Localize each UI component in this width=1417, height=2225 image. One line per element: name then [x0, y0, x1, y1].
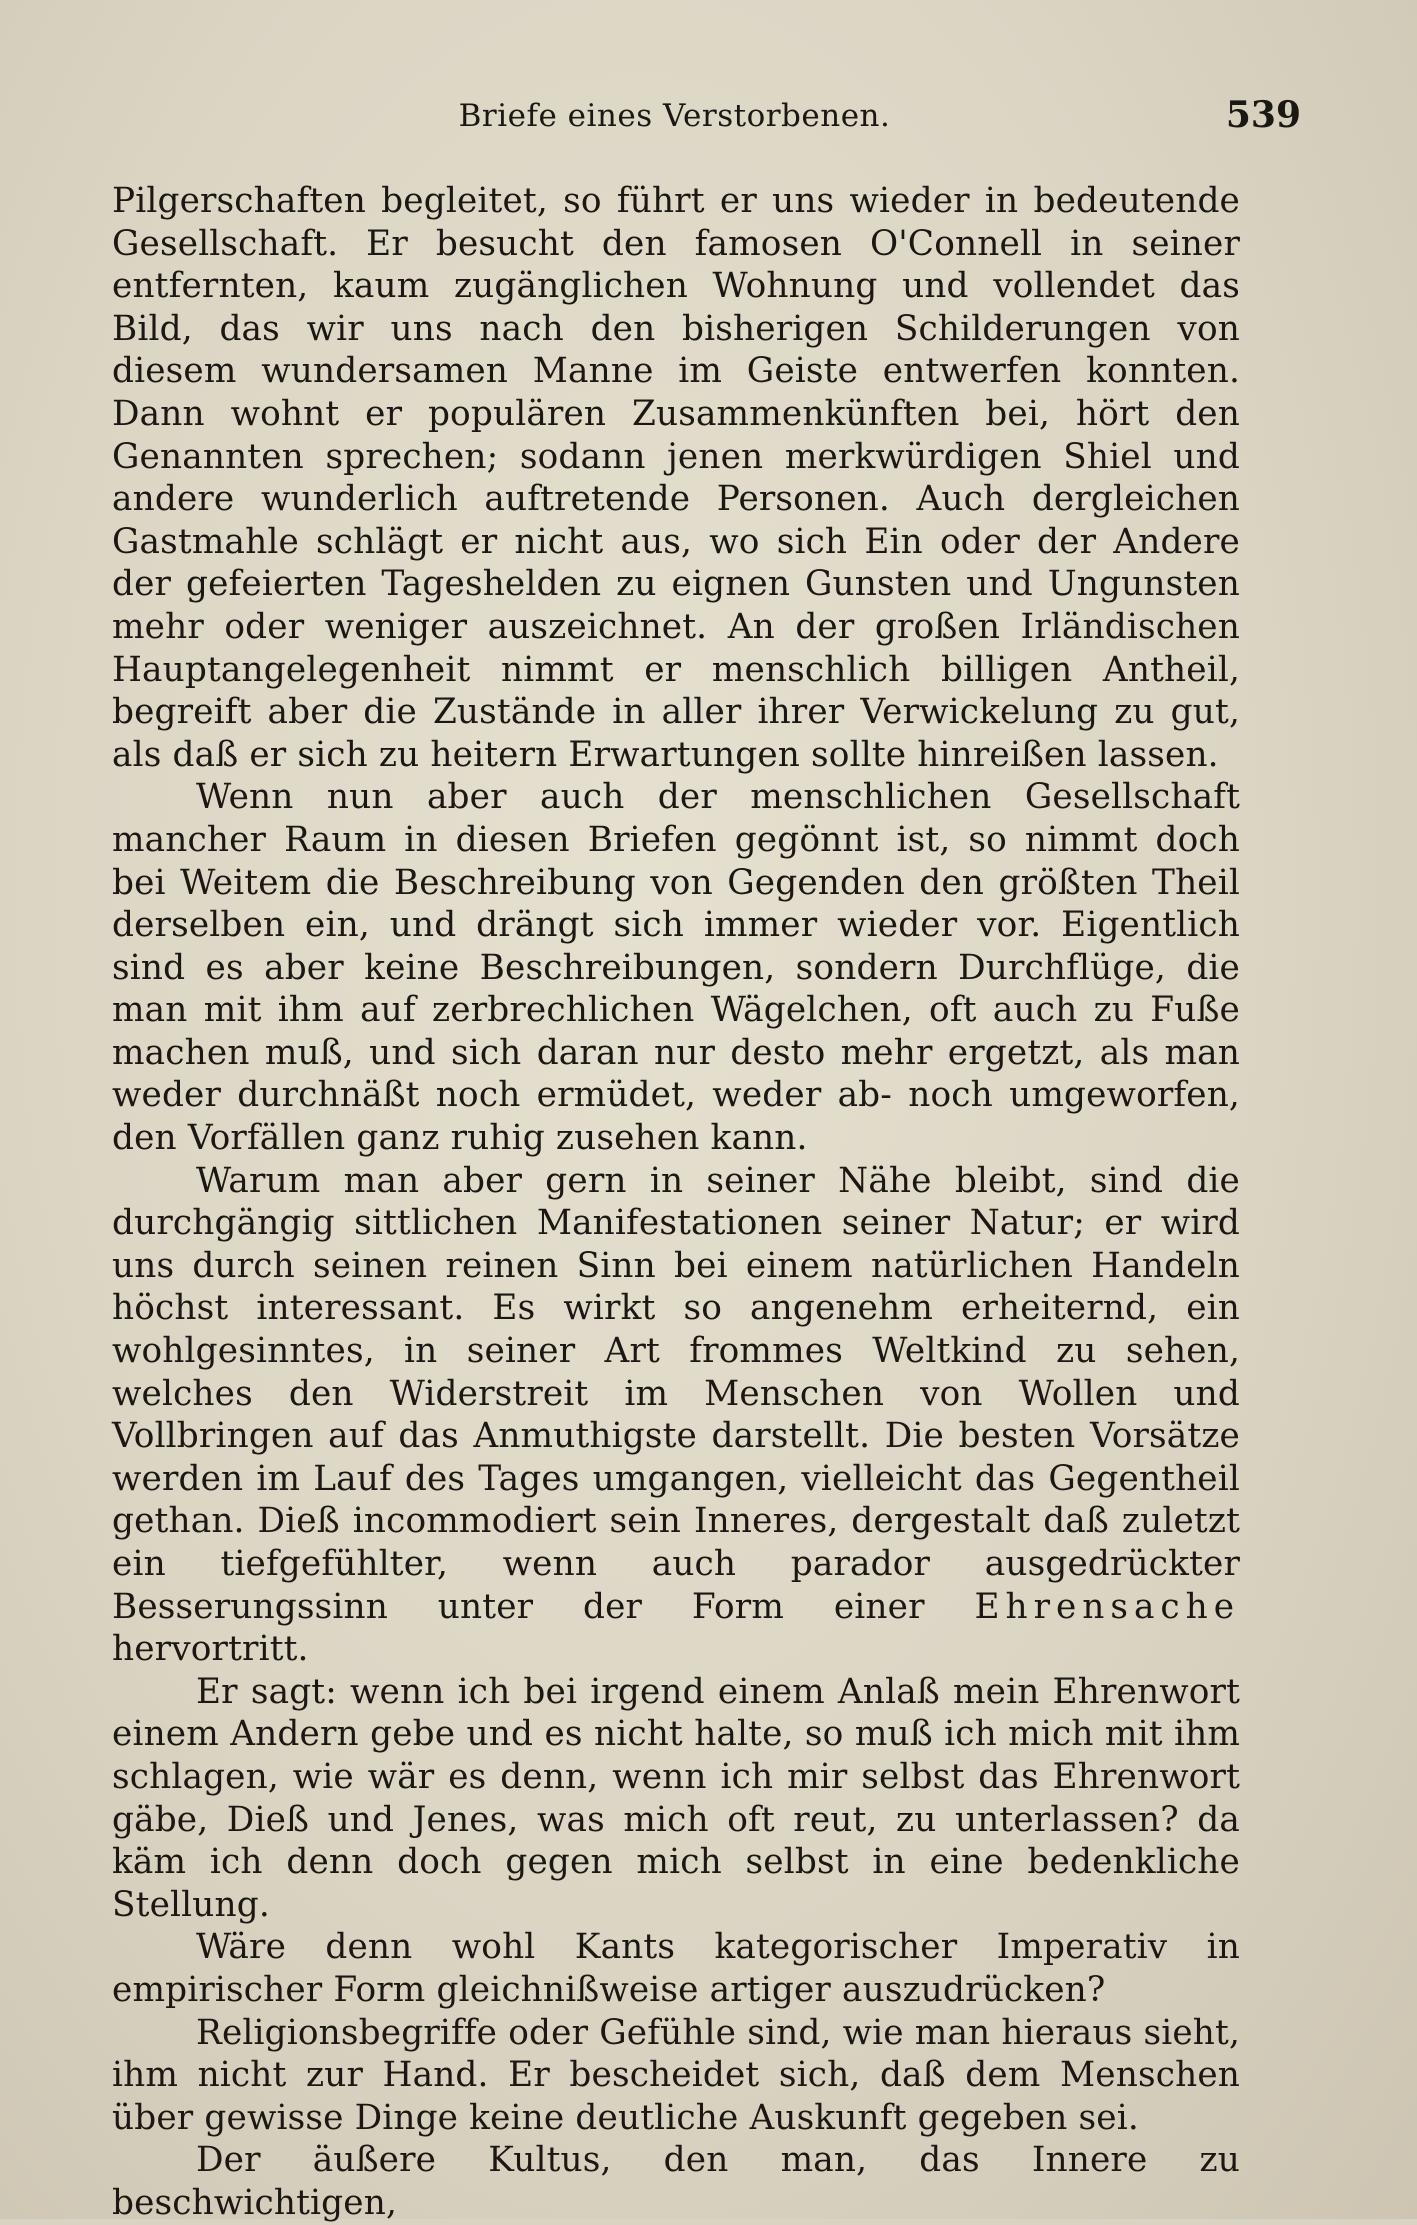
running-head: [112, 94, 1301, 148]
page-number: 539: [1225, 94, 1301, 136]
paragraph-3-text-before: Warum man aber gern in seiner Nähe bleibt, sind die durchgängig sittlichen Manifestationen seiner Natur; er wird uns durch seinen reinen Sinn bei einem natürlichen Handeln höchst interessant. Es wirkt so angenehm erheiternd, ein wohlgesinntes, in seiner Art frommes Weltkind zu sehen, welches den Widerstreit im Menschen von Wollen und Vollbringen auf das Anmuthigste darstellt. Die besten Vorsätze werden im Lauf des Tages umgangen, vielleicht das Gegentheil gethan. Dieß incommodiert sein Inneres, dergestalt daß zuletzt ein tiefgefühlter, wenn auch parador ausgedrückter Besserungssinn unter der Form einer: [112, 1160, 1240, 1627]
body-text: [112, 180, 1240, 2225]
paragraph-3-emphasis: Ehrensache: [974, 1586, 1240, 1627]
paragraph-3-text-after: hervortritt.: [112, 1629, 309, 1670]
paragraph-2: Wenn nun aber auch der menschlichen Gesellschaft mancher Raum in diesen Briefen gegönnt ist, so nimmt doch bei Weitem die Beschreibung von Gegenden den größten Theil derselben ein, und drängt sich immer wieder vor. Eigentlich sind es aber keine Beschreibungen, sondern Durchflüge, die man mit ihm auf zerbrechlichen Wägelchen, oft auch zu Fuße machen muß, und sich daran nur desto mehr ergetzt, als man weder durchnäßt noch ermüdet, weder ab- noch umgeworfen, den Vorfällen ganz ruhig zusehen kann.: [112, 777, 1240, 1159]
paragraph-4: Er sagt: wenn ich bei irgend einem Anlaß mein Ehrenwort einem Andern gebe und es nicht halte, so muß ich mich mit ihm schlagen, wie wär es denn, wenn ich mir selbst das Ehrenwort gäbe, Dieß und Jenes, was mich oft reut, zu unterlassen? da käm ich denn doch gegen mich selbst in eine bedenkliche Stellung.: [112, 1671, 1240, 1925]
paragraph-3: [112, 1160, 1240, 1671]
paragraph-1: Pilgerschaften begleitet, so führt er uns wieder in bedeutende Gesellschaft. Er besucht den famosen O'Connell in seiner entfernten, kaum zugänglichen Wohnung und vollendet das Bild, das wir uns nach den bisherigen Schilderungen von diesem wundersamen Manne im Geiste entwerfen konnten. Dann wohnt er populären Zusammenkünften bei, hört den Genannten sprechen; sodann jenen merkwürdigen Shiel und andere wunderlich auftretende Personen. Auch dergleichen Gastmahle schlägt er nicht aus, wo sich Ein oder der Andere der gefeierten Tageshelden zu eignen Gunsten und Ungunsten mehr oder weniger auszeichnet. An der großen Irländischen Hauptangelegenheit nimmt er menschlich billigen Antheil, begreift aber die Zustände in aller ihrer Verwickelung zu gut, als daß er sich zu heitern Erwartungen sollte hinreißen lassen.: [112, 181, 1240, 775]
paragraph-7: Der äußere Kultus, den man, das Innere zu beschwichtigen,: [112, 2140, 1240, 2223]
running-title: Briefe eines Verstorbenen.: [458, 98, 891, 134]
paragraph-5: Wäre denn wohl Kants kategorischer Imperativ in empirischer Form gleichnißweise artiger auszudrücken?: [112, 1927, 1240, 2010]
paragraph-6: Religionsbegriffe oder Gefühle sind, wie man hieraus sieht, ihm nicht zur Hand. Er bescheidet sich, daß dem Menschen über gewisse Dinge keine deutliche Auskunft gegeben sei.: [112, 2012, 1240, 2138]
